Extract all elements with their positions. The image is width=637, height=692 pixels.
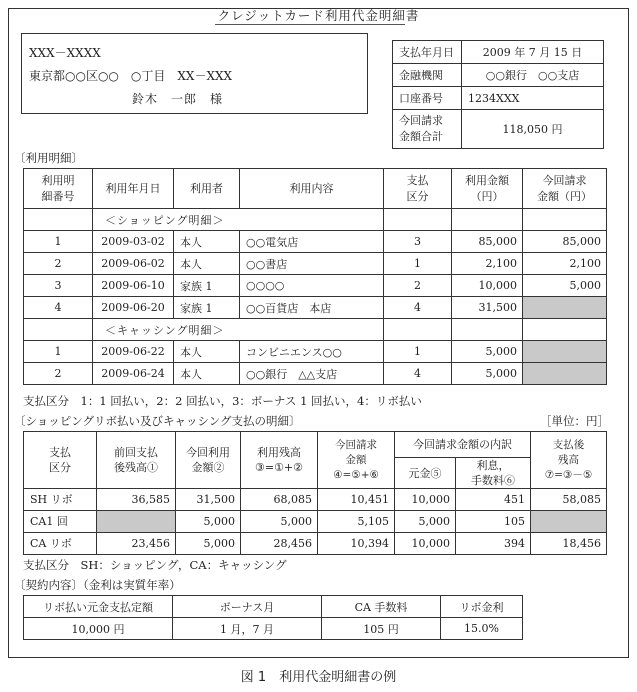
payment-date-value: 2009 年 7 月 15 日 xyxy=(462,41,604,64)
total-label: 今回請求 金額合計 xyxy=(393,110,462,149)
fixed-principal-value: 10,000 円 xyxy=(24,618,173,640)
contract-section-label: 〔契約内容〕（金利は実質年率） xyxy=(14,578,181,592)
col-bonus-month: ボーナス月 xyxy=(173,596,322,618)
account-label: 口座番号 xyxy=(393,87,462,110)
usage-table xyxy=(23,168,607,385)
figure-caption: 図 1 利用代金明細書の例 xyxy=(240,670,397,685)
col-user: 利用者 xyxy=(174,169,240,209)
col-amount: 利用金額 （円） xyxy=(452,169,523,209)
col-billed-amount: 今回請求 金額 ④=⑤+⑥ xyxy=(318,432,395,489)
col-use-balance: 利用残高 ③=①+② xyxy=(241,432,318,489)
table-row: 1 2009-06-22 本人 コンビニエンス○○ 1 5,000 xyxy=(24,341,607,363)
usage-kubun-note: 支払区分 1：1 回払い，2：2 回払い，3：ボーナス 1 回払い，4：リボ払い xyxy=(23,394,422,408)
col-fixed-principal: リボ払い元金支払定額 xyxy=(24,596,173,618)
recipient-name: 鈴木 一郎 様 xyxy=(132,92,224,106)
bank-value: ○○銀行 ○○支店 xyxy=(462,64,604,87)
unit-label: ［単位：円］ xyxy=(540,414,609,428)
shaded-cell xyxy=(523,297,607,319)
col-content: 利用内容 xyxy=(240,169,384,209)
col-billed: 今回請求 金額（円） xyxy=(523,169,607,209)
col-after-balance: 支払後 残高 ⑦=③－⑤ xyxy=(531,432,607,489)
shaded-cell xyxy=(531,511,607,533)
total-value: 118,050 円 xyxy=(462,110,604,149)
payment-date-label: 支払年月日 xyxy=(393,41,462,64)
address-line: 東京都○○区○○ ○丁目 XX－XXX xyxy=(29,69,233,83)
revo-rate-value: 15.0% xyxy=(441,618,523,640)
table-row: 1 2009-03-02 本人 ○○電気店 3 85,000 85,000 xyxy=(24,231,607,253)
shaded-cell xyxy=(523,341,607,363)
ca-fee-value: 105 円 xyxy=(322,618,441,640)
shaded-cell xyxy=(97,511,176,533)
address-box xyxy=(21,33,368,114)
table-row: SH リボ 36,585 31,500 68,085 10,451 10,000 451 58,085 xyxy=(24,489,607,511)
col-usage-no: 利用明 細番号 xyxy=(24,169,93,209)
col-ca-fee: CA 手数料 xyxy=(322,596,441,618)
revolving-section-label: 〔ショッピングリボ払い及びキャッシング支払の明細〕 xyxy=(14,414,301,428)
account-value: 1234XXX xyxy=(462,87,604,110)
payment-info-table xyxy=(392,40,604,149)
col-kubun: 支払 区分 xyxy=(384,169,452,209)
contract-table xyxy=(23,595,523,640)
usage-header-row xyxy=(24,169,607,209)
col-rev-kubun: 支払 区分 xyxy=(24,432,97,489)
bonus-month-value: 1 月，7 月 xyxy=(173,618,322,640)
col-current-use: 今回利用 金額② xyxy=(176,432,241,489)
cashing-label: ＜キャッシング明細＞ xyxy=(93,319,384,341)
col-interest: 利息， 手数料⑥ xyxy=(456,458,531,489)
table-row: 2 2009-06-02 本人 ○○書店 1 2,100 2,100 xyxy=(24,253,607,275)
revolving-table xyxy=(23,431,607,555)
col-principal: 元金⑤ xyxy=(395,458,456,489)
bank-label: 金融機関 xyxy=(393,64,462,87)
table-row: 3 2009-06-10 家族 1 ○○○○ 2 10,000 5,000 xyxy=(24,275,607,297)
col-revo-rate: リボ金利 xyxy=(441,596,523,618)
revolving-kubun-note: 支払区分 SH：ショッピング，CA：キャッシング xyxy=(23,558,287,572)
table-row: CA1 回 5,000 5,000 5,105 5,000 105 xyxy=(24,511,607,533)
col-prev-balance: 前回支払 後残高① xyxy=(97,432,176,489)
shopping-label: ＜ショッピング明細＞ xyxy=(93,209,384,231)
postal-code: XXX－XXXX xyxy=(29,46,101,60)
table-row: CA リボ 23,456 5,000 28,456 10,394 10,000 394 18,456 xyxy=(24,533,607,555)
usage-section-label: 〔利用明細〕 xyxy=(14,151,83,165)
col-breakdown: 今回請求金額の内訳 xyxy=(395,432,531,458)
table-row: 4 2009-06-20 家族 1 ○○百貨店 本店 4 31,500 xyxy=(24,297,607,319)
table-row: 2 2009-06-24 本人 ○○銀行 △△支店 4 5,000 xyxy=(24,363,607,385)
cashing-subheader-row xyxy=(24,319,607,341)
shaded-cell xyxy=(523,363,607,385)
title-underline xyxy=(215,24,405,25)
col-usage-date: 利用年月日 xyxy=(93,169,174,209)
statement-title: クレジットカード利用代金明細書 xyxy=(217,8,420,23)
shopping-subheader-row xyxy=(24,209,607,231)
